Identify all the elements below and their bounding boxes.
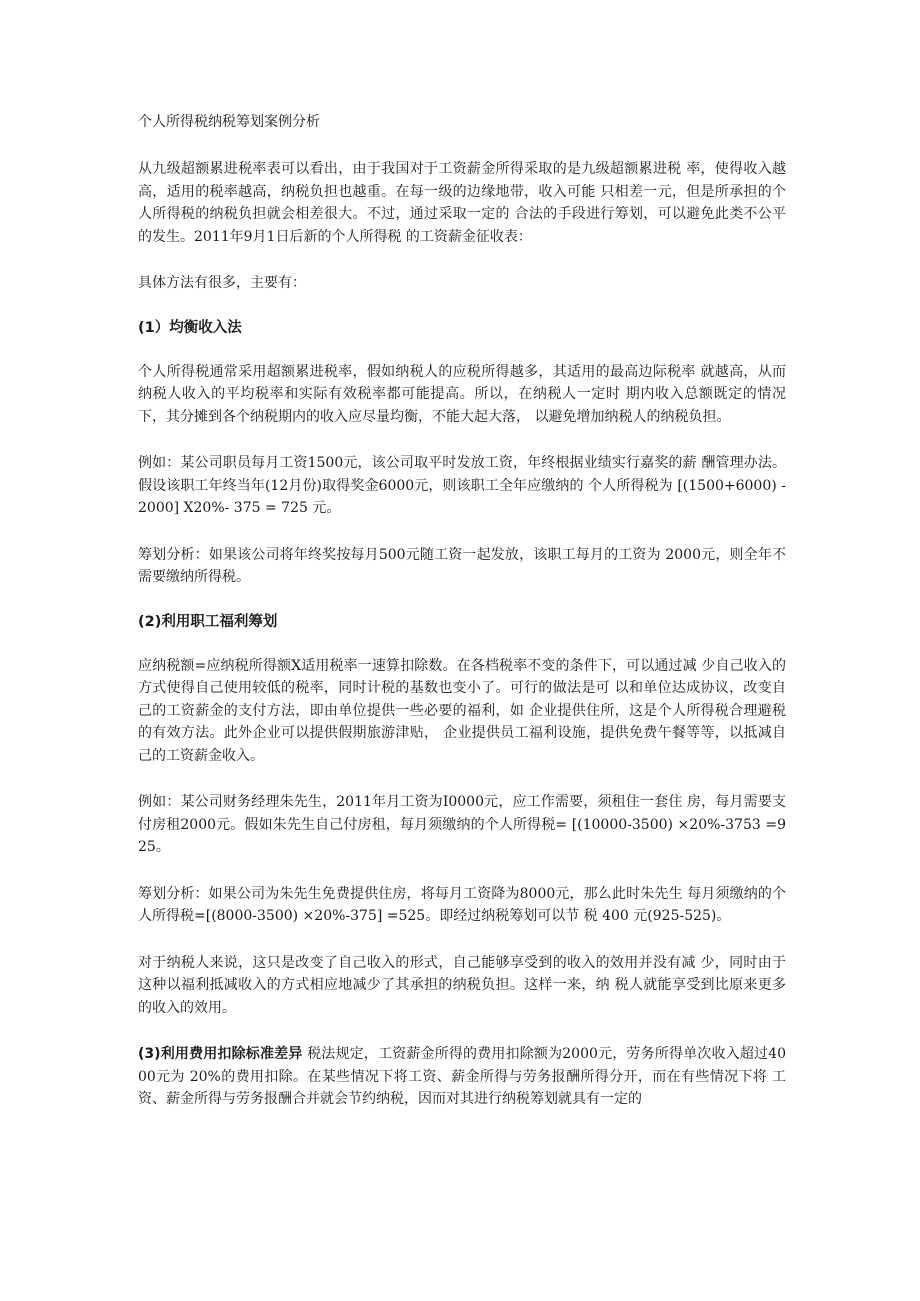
methods-intro: 具体方法有很多，主要有：	[138, 275, 306, 291]
section1-analysis: 筹划分析：如果该公司将年终奖按每月500元随工资一起发放，该职工每月的工资为 2000元，则全年不需要缴纳所得税。	[138, 546, 786, 585]
section3-text: 税法规定，工资薪金所得的费用扣除额为2000元，劳务所得单次收入超过4000元为 20%的费用扣除。在某些情况下将工资、薪金所得与劳务报酬所得分开，而在有些情况下将 工资、薪金所得与劳务报酬合并就会节约纳税，因而对其进行纳税筹划就具有一定的	[138, 1046, 786, 1107]
section2-paragraph: 应纳税额=应纳税所得额X适用税率一速算扣除数。在各档税率不变的条件下，可以通过减 少自己收入的方式使得自己使用较低的税率，同时计税的基数也变小了。可行的做法是可 以和单位达成协议，改变自己的工资薪金的支付方法，即由单位提供一些必要的福利，如 企业提供住所，这是个人所得税合理避税的有效方法。此外企业可以提供假期旅游津贴， 企业提供员工福利设施，提供免费午餐等等，以抵减自己的工资薪金收入。	[138, 657, 786, 764]
section2-analysis: 筹划分析：如果公司为朱先生免费提供住房，将每月工资降为8000元，那么此时朱先生 每月须缴纳的个人所得税=[(8000-3500) ×20%-375] =525。即经过纳税筹划可以节 税 400 元(925-525)。	[138, 885, 786, 924]
document-page	[138, 112, 786, 1135]
section3-heading: (3)利用费用扣除标准差异	[138, 1046, 303, 1062]
section2-heading: (2)利用职工福利筹划	[138, 613, 278, 630]
document-title: 个人所得税纳税筹划案例分析	[138, 114, 320, 130]
section1-heading: (1）均衡收入法	[138, 319, 242, 336]
intro-paragraph: 从九级超额累进税率表可以看出，由于我国对于工资薪金所得采取的是九级超额累进税 率，使得收入越高，适用的税率越高，纳税负担也越重。在每一级的边缘地带，收入可能 只相差一元，但是所承担的个人所得税的纳税负担就会相差很大。不过，通过采取一定的 合法的手段进行筹划，可以避免此类不公平的发生。2011年9月1日后新的个人所得税 的工资薪金征收表：	[138, 161, 786, 245]
section2-example: 例如：某公司财务经理朱先生，2011年月工资为I0000元，应工作需要，须租住一套住 房，每月需要支付房租2000元。假如朱先生自己付房租，每月须缴纳的个人所得税= [(10000-3500) ×20%-3753 =925。	[138, 794, 786, 855]
section1-paragraph: 个人所得税通常采用超额累进税率，假如纳税人的应税所得越多，其适用的最高边际税率 就越高，从而纳税人收入的平均税率和实际有效税率都可能提高。所以，在纳税人一定时 期内收入总额既定的情况下，其分摊到各个纳税期内的收入应尽量均衡，不能大起大落， 以避免增加纳税人的纳税负担。	[138, 363, 786, 425]
section2-conclusion: 对于纳税人来说，这只是改变了自己收入的形式，自己能够享受到的收入的效用并没有减 少，同时由于这种以福利抵减收入的方式相应地减少了其承担的纳税负担。这样一来，纳 税人就能享受到比原来更多的收入的效用。	[138, 954, 786, 1016]
section1-example: 例如：某公司职员每月工资1500元，该公司取平时发放工资，年终根据业绩实行嘉奖的薪 酬管理办法。假设该职工年终当年(12月份)取得奖金6000元，则该职工全年应缴纳的 个人所得税为 [(1500+6000) - 2000] X20%- 375 = 725 元。	[138, 455, 786, 516]
section3-paragraph	[138, 1043, 786, 1111]
